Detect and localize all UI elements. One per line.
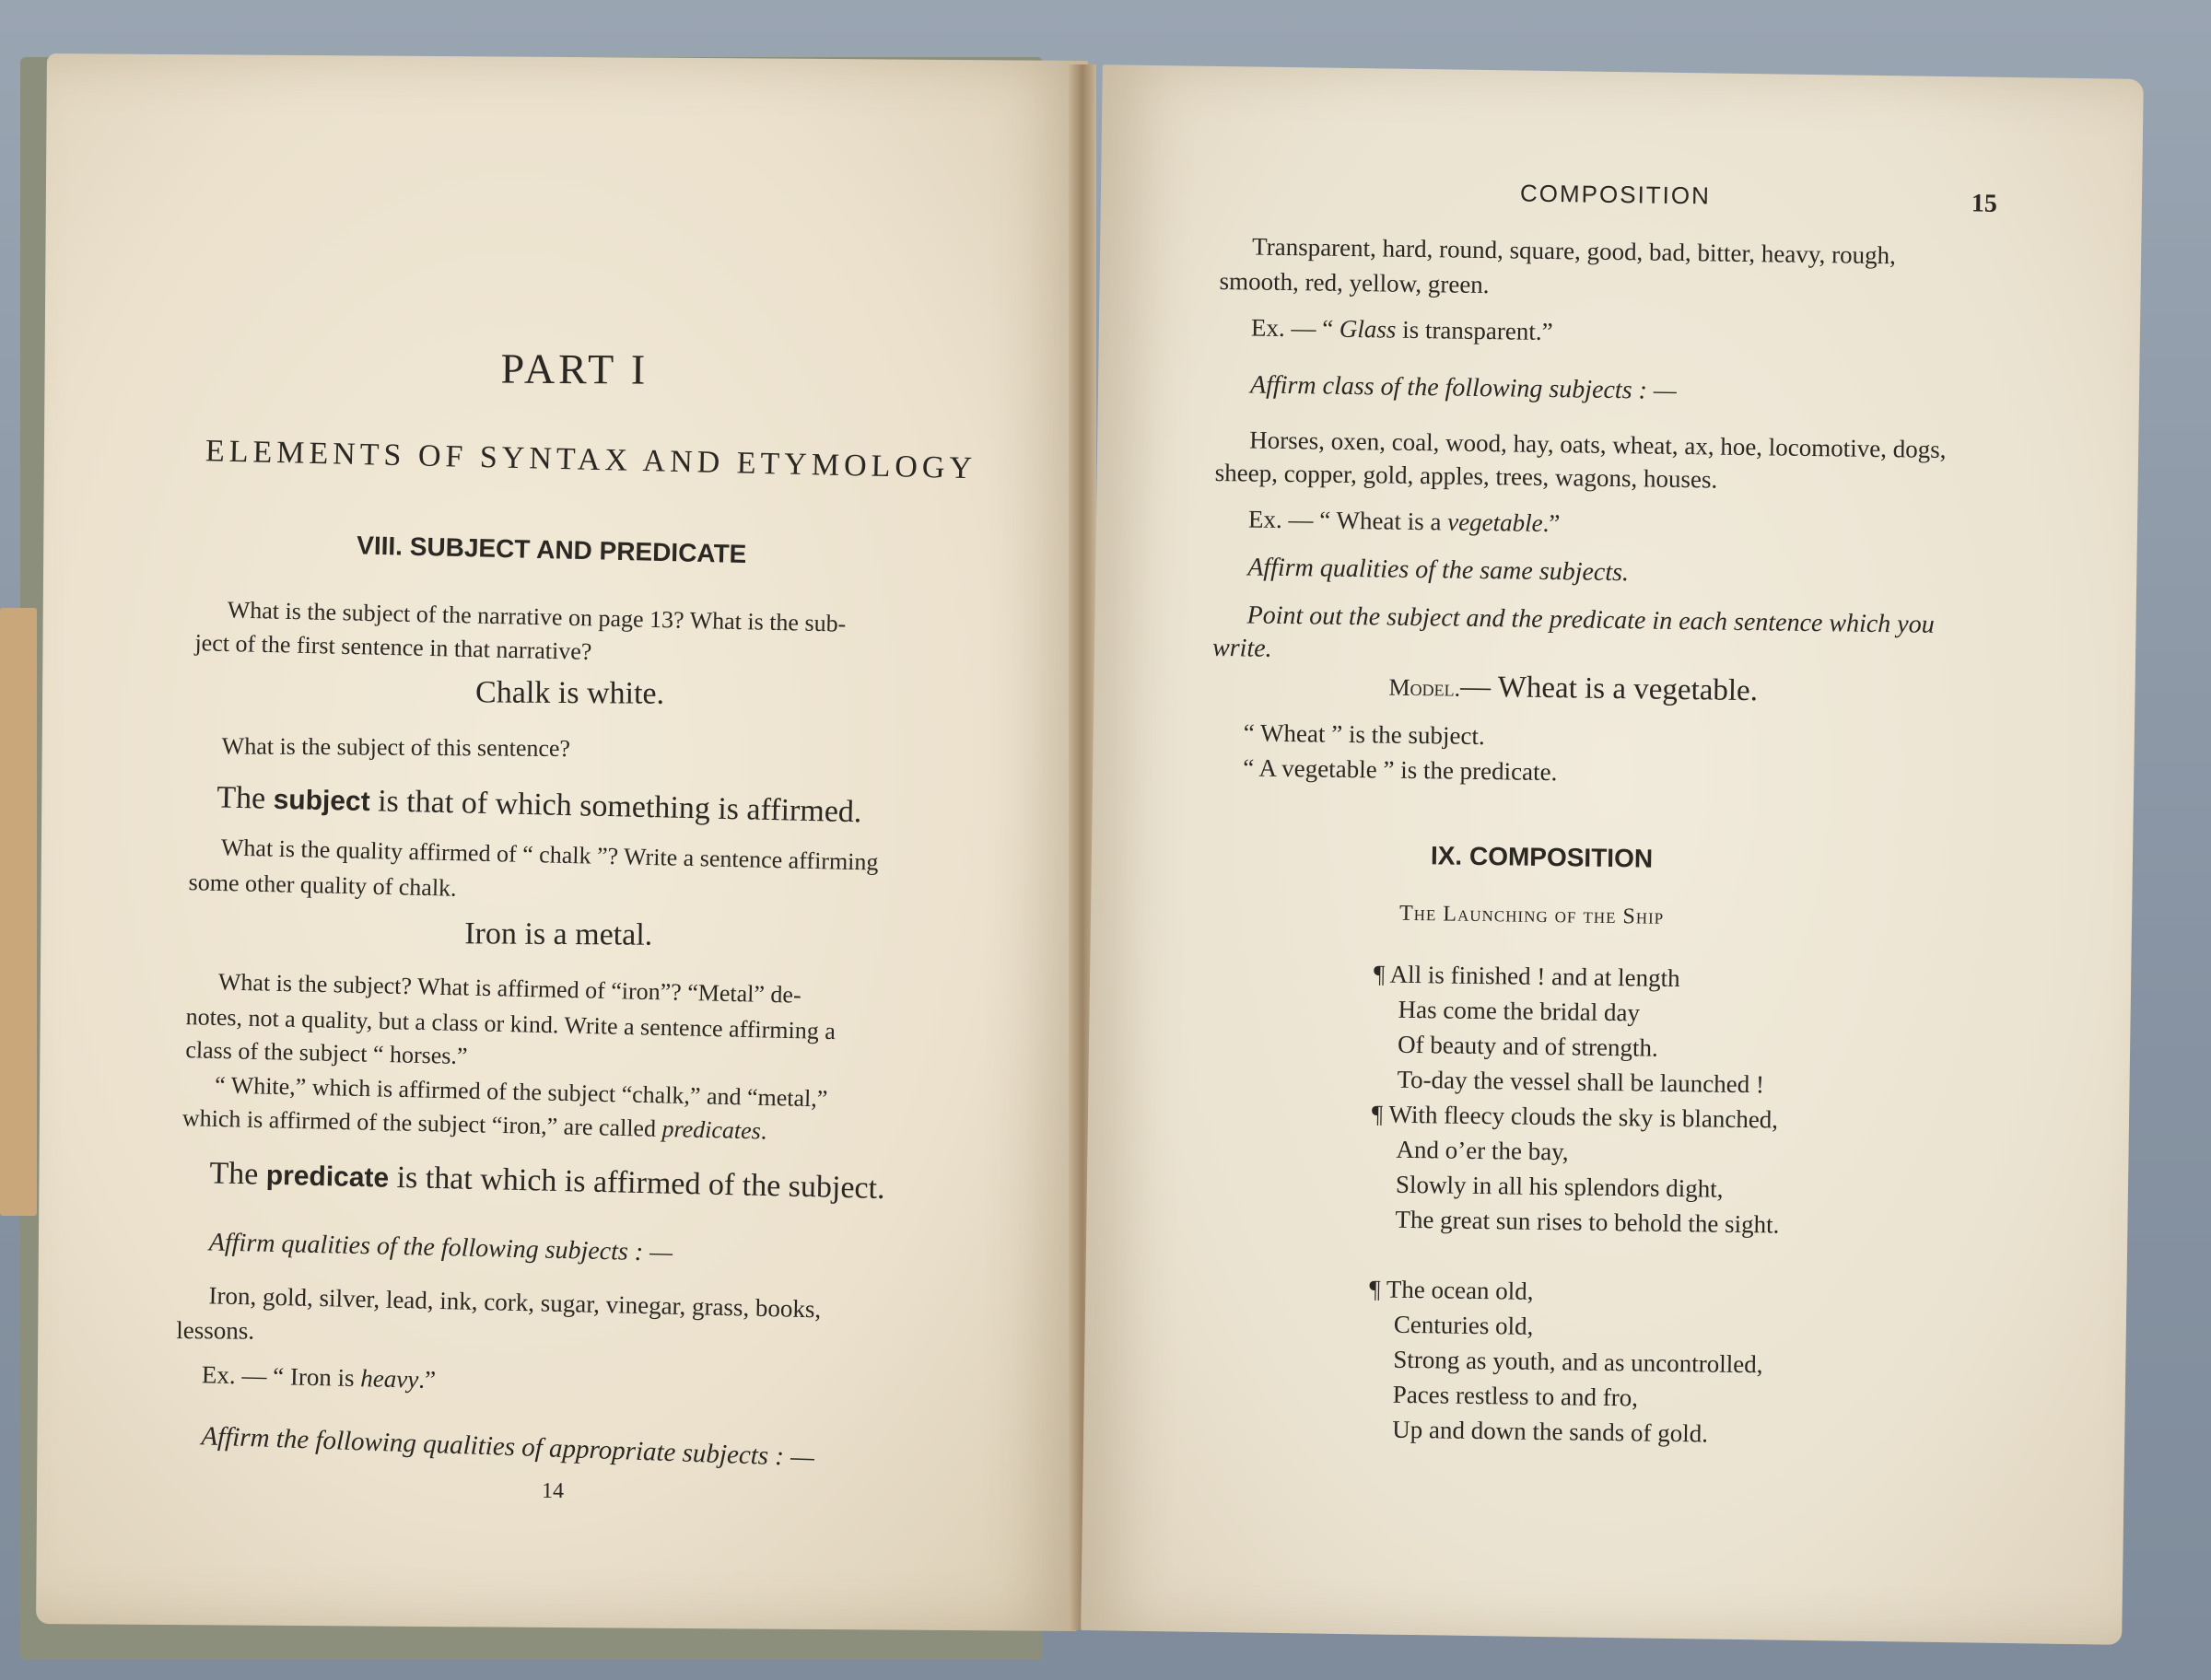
word-list-line: Iron, gold, silver, lead, ink, cork, sugar, vinegar, grass, books, (208, 1281, 822, 1324)
part-title: PART I (500, 344, 649, 393)
poem-title: The Launching of the Ship (1398, 901, 1665, 929)
paragraph-line: What is the quality affirmed of “ chalk ”? Write a sentence affirming (220, 834, 879, 876)
model-explanation: “ A vegetable ” is the predicate. (1243, 753, 1558, 787)
page-number: 14 (541, 1478, 565, 1504)
example-line (202, 1360, 437, 1394)
italic-term: vegetable (1447, 508, 1543, 537)
paragraph-line: What is the subject? What is affirmed of “iron”? “Metal” de- (217, 968, 801, 1009)
poem-line: ¶ The ocean old, (1369, 1275, 1534, 1305)
poem-line: Paces restless to and fro, (1392, 1380, 1639, 1412)
poem-line: Of beauty and of strength. (1397, 1030, 1658, 1062)
example-line (1251, 313, 1553, 346)
model-text: — Wheat is a vegetable. (1459, 670, 1759, 708)
part-subtitle: ELEMENTS OF SYNTAX AND ETYMOLOGY (205, 434, 977, 486)
italic-term: Glass (1339, 314, 1397, 344)
instruction: Affirm qualities of the following subjects : — (208, 1228, 673, 1267)
paragraph-line: some other quality of chalk. (188, 869, 457, 902)
model-line (1388, 670, 1758, 709)
paragraph-line: “ White,” which is affirmed of the subject “chalk,” and “metal,” (214, 1071, 828, 1113)
word-list-line: lessons. (176, 1316, 255, 1345)
instruction: Affirm the following qualities of appropriate subjects : — (200, 1421, 815, 1473)
italic-term: predicates (661, 1114, 762, 1145)
word-list-line: Horses, oxen, coal, wood, hay, oats, wheat, ax, hoe, locomotive, dogs, (1249, 426, 1947, 464)
paragraph-line: ject of the first sentence in that narrative? (194, 629, 592, 665)
example-line (1248, 505, 1561, 538)
paragraph-line: notes, not a quality, but a class or kind. Write a sentence affirming a (185, 1003, 836, 1045)
left-page (36, 53, 1088, 1631)
page-edges (0, 608, 37, 1216)
poem-line: The great sun rises to behold the sight. (1395, 1205, 1780, 1239)
section-title: IX. COMPOSITION (1430, 841, 1654, 873)
definition-subject (216, 780, 862, 830)
poem-line: And o’er the bay, (1396, 1135, 1569, 1166)
instruction: Point out the subject and the predicate in each sentence which you (1246, 601, 1935, 639)
paragraph-line: class of the subject “ horses.” (185, 1036, 468, 1070)
word-list-line: smooth, red, yellow, green. (1219, 266, 1490, 299)
poem-line: Strong as youth, and as uncontrolled, (1393, 1345, 1763, 1379)
instruction: write. (1211, 633, 1272, 663)
example-sentence: Chalk is white. (475, 675, 665, 711)
paragraph-line (182, 1104, 767, 1145)
definition-post: is that of which something is affirmed. (369, 784, 862, 830)
poem-line: To-day the vessel shall be launched ! (1397, 1065, 1765, 1099)
running-head: COMPOSITION (1519, 179, 1712, 210)
example-post: is transparent.” (1396, 315, 1553, 346)
instruction: Affirm qualities of the same subjects. (1247, 553, 1630, 588)
question-line: What is the subject of this sentence? (221, 732, 571, 763)
poem-line: Up and down the sands of gold. (1392, 1415, 1709, 1448)
poem-line: ¶ With fleecy clouds the sky is blanched, (1371, 1100, 1779, 1134)
right-page (1081, 64, 2144, 1645)
definition-term: subject (273, 784, 371, 818)
definition-term: predicate (265, 1160, 390, 1194)
definition-predicate (209, 1156, 885, 1207)
example-sentence: Iron is a metal. (464, 916, 653, 952)
paragraph-line: What is the subject of the narrative on page 13? What is the sub- (227, 596, 847, 637)
example-pre: Ex. — “ Iron is (201, 1360, 361, 1393)
poem-line: Centuries old, (1393, 1310, 1534, 1340)
paragraph-post: . (760, 1117, 767, 1145)
model-explanation: “ Wheat ” is the subject. (1243, 718, 1485, 751)
example-post: .” (1542, 508, 1561, 538)
definition-pre: The (209, 1156, 267, 1192)
definition-pre: The (216, 780, 275, 816)
example-post: .” (417, 1365, 437, 1394)
italic-term: heavy (360, 1364, 419, 1394)
word-list-line: Transparent, hard, round, square, good, bad, bitter, heavy, rough, (1251, 232, 1897, 270)
definition-post: is that which is affirmed of the subject. (388, 1160, 886, 1206)
poem-line: Has come the bridal day (1398, 995, 1641, 1027)
instruction: Affirm class of the following subjects : — (1249, 370, 1678, 405)
model-label: Model. (1388, 673, 1461, 702)
word-list-line: sheep, copper, gold, apples, trees, wagons, houses. (1214, 458, 1718, 494)
example-pre: Ex. — “ (1250, 313, 1340, 343)
poem-line: ¶ All is finished ! and at length (1373, 960, 1680, 993)
paragraph-pre: which is affirmed of the subject “iron,” are called (181, 1104, 662, 1142)
poem-line: Slowly in all his splendors dight, (1395, 1170, 1724, 1203)
example-pre: Ex. — “ Wheat is a (1247, 505, 1448, 536)
page-number: 15 (1971, 189, 1998, 218)
section-title: VIII. SUBJECT AND PREDICATE (356, 531, 747, 569)
